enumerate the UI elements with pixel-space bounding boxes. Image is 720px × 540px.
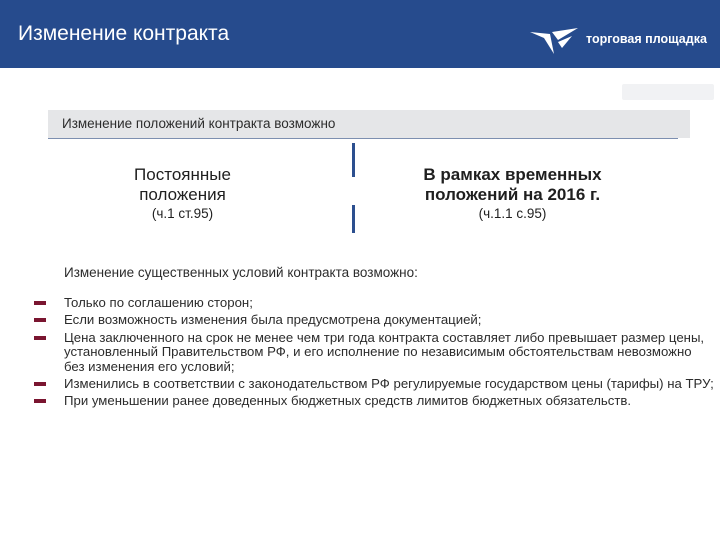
- header-bar: [0, 0, 720, 68]
- conditions-list: [34, 296, 714, 412]
- permanent-provisions-column: [95, 165, 270, 221]
- bullet-icon: [34, 318, 46, 322]
- list-item: [34, 296, 714, 310]
- list-item: [34, 313, 714, 327]
- bullet-icon: [34, 382, 46, 386]
- section-bar: [48, 110, 690, 138]
- watermark: [622, 84, 714, 100]
- bullet-icon: [34, 336, 46, 340]
- list-item: [34, 394, 714, 408]
- list-item-text: Если возможность изменения была предусмотрена документацией;: [64, 312, 482, 328]
- list-item: [34, 377, 714, 391]
- list-item-text: При уменьшении ранее доведенных бюджетных средств лимитов бюджетных обязательств.: [64, 393, 632, 409]
- logo-text: торговая площадка: [586, 32, 707, 46]
- column-divider-gap: [352, 177, 355, 205]
- conditions-subheading: Изменение существенных условий контракта возможно:: [64, 265, 418, 280]
- list-item-text: Изменились в соответствии с законодательством РФ регулируемые государством цены (тарифы) на ТРУ;: [64, 376, 714, 392]
- section-bar-text: Изменение положений контракта возможно: [62, 116, 336, 131]
- bullet-icon: [34, 301, 46, 305]
- permanent-provisions-ref: (ч.1 ст.95): [151, 206, 214, 221]
- list-item-text: Только по соглашению сторон;: [64, 295, 253, 310]
- bullet-icon: [34, 399, 46, 403]
- section-bar-underline: [48, 138, 678, 139]
- list-item-text: Цена заключенного на срок не менее чем три года контракта составляет либо превышает размер цены, установленный Правительством РФ, и его исполнение по независимым обстоятельствам невозможно без изменения его условий;: [64, 329, 705, 374]
- logo-bird-icon: [528, 26, 580, 56]
- temporary-provisions-column: [375, 165, 650, 221]
- permanent-provisions-title: Постоянные положения: [134, 165, 231, 204]
- list-item: [34, 331, 714, 374]
- page-title: Изменение контракта: [18, 22, 230, 45]
- temporary-provisions-title: В рамках временных положений на 2016 г.: [423, 165, 602, 204]
- temporary-provisions-ref: (ч.1.1 с.95): [478, 206, 547, 221]
- logo: [528, 26, 718, 56]
